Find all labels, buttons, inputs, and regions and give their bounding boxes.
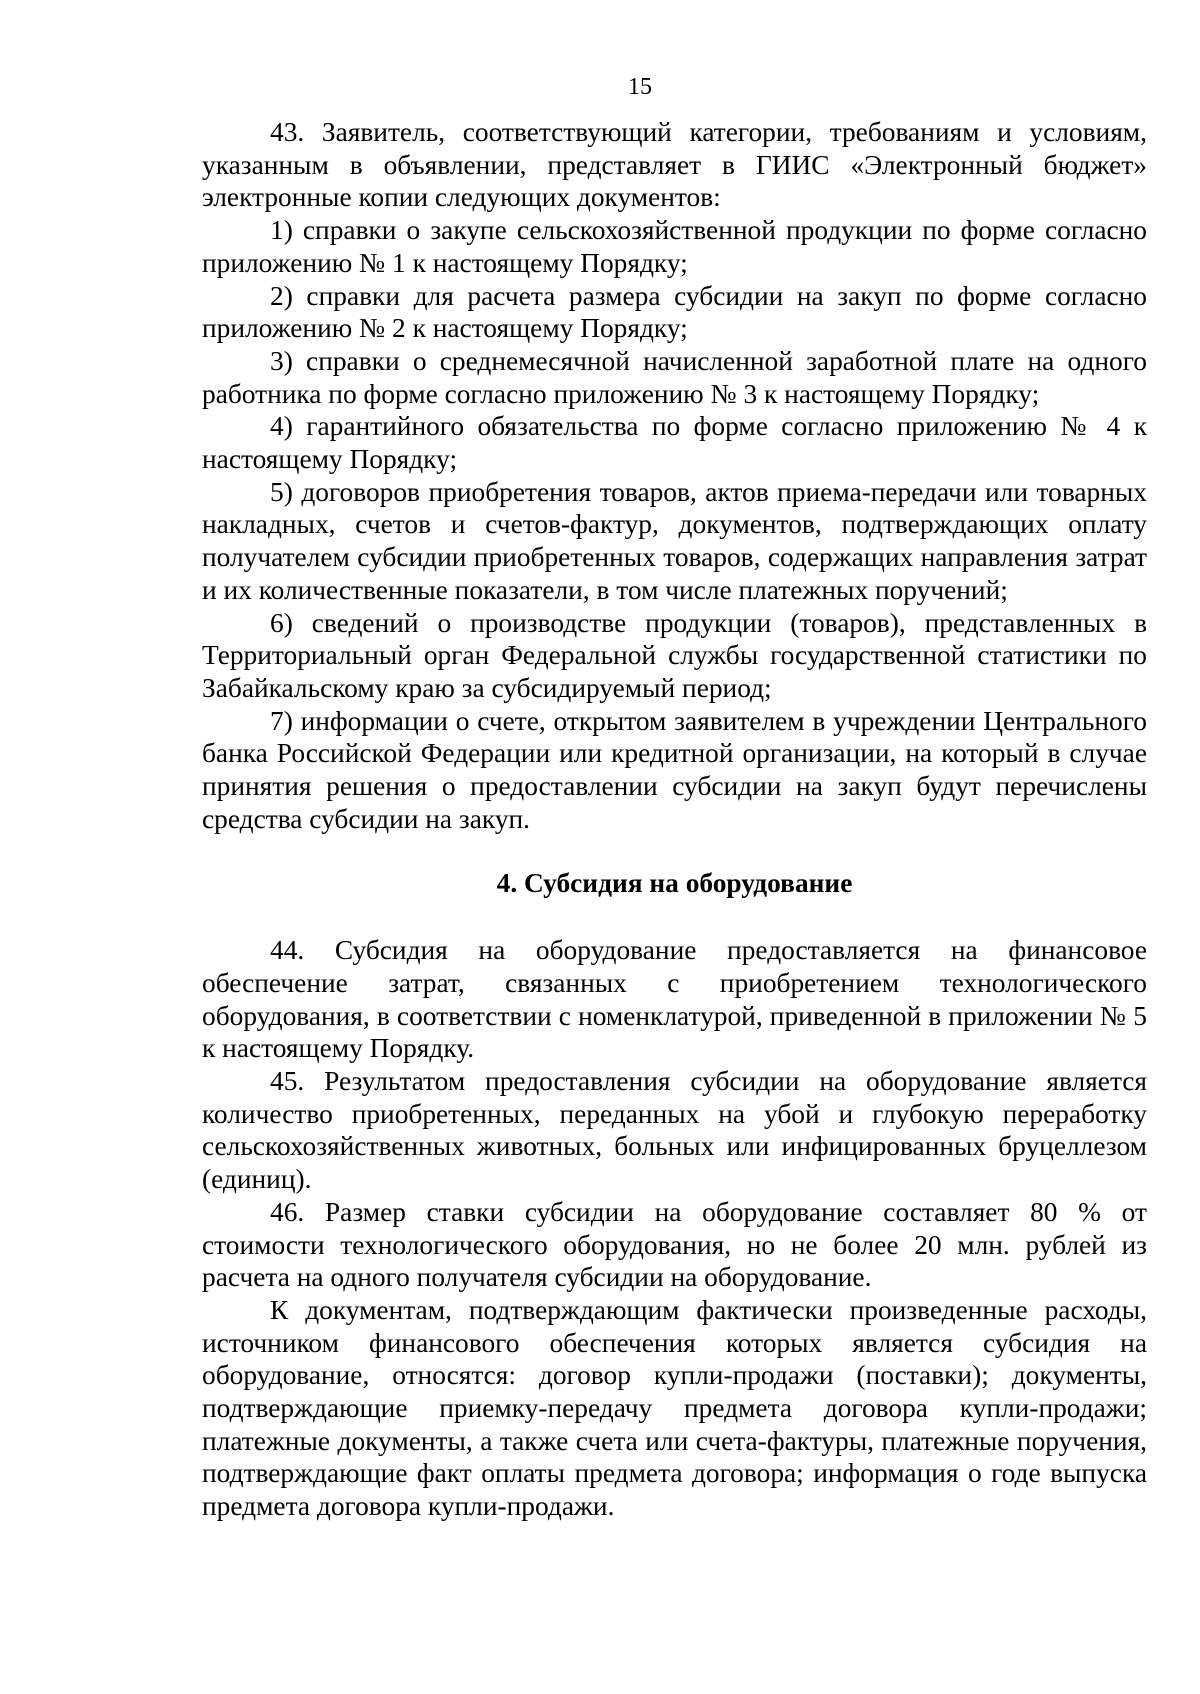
paragraph-46: 46. Размер ставки субсидии на оборудование составляет 80 % от стоимости технологического оборудования, но не более 20 млн. рублей из расчета на одного получателя субсидии на оборудование.	[202, 1196, 1147, 1293]
list-item-3: 3) справки о среднемесячной начисленной заработной плате на одного работника по форме согласно приложению № 3 к настоящему Порядку;	[202, 345, 1147, 409]
paragraph-documents: К документам, подтверждающим фактически произведенные расходы, источником финансового обеспечения которых является субсидия на оборудование, относятся: договор купли-продажи (поставки); документы, подтверждающие приемку-передачу предмета договора купли-продажи; платежные документы, а также счета или счета-фактуры, платежные поручения, подтверждающие факт оплаты предмета договора; информация о годе выпуска предмета договора купли-продажи.	[202, 1294, 1147, 1522]
list-item-4: 4) гарантийного обязательства по форме согласно приложению № 4 к настоящему Порядку;	[202, 411, 1147, 475]
list-item-1: 1) справки о закупе сельскохозяйственной продукции по форме согласно приложению № 1 к настоящему Порядку;	[202, 215, 1147, 278]
page-number: 15	[628, 74, 652, 100]
list-item-2: 2) справки для расчета размера субсидии на закуп по форме согласно приложению № 2 к настоящему Порядку;	[202, 280, 1147, 344]
list-item-6: 6) сведений о производстве продукции (товаров), представленных в Территориальный орган Федеральной службы государственной статистики по Забайкальскому краю за субсидируемый период;	[202, 607, 1147, 703]
paragraph-45: 45. Результатом предоставления субсидии на оборудование является количество приобретенных, переданных на убой и глубокую переработку сельскохозяйственных животных, больных или инфицированных бруцеллезом (единиц).	[202, 1065, 1147, 1195]
list-item-7: 7) информации о счете, открытом заявителем в учреждении Центрального банка Российской Федерации или кредитной организации, на который в случае принятия решения о предоставлении субсидии на закуп будут перечислены средства субсидии на закуп.	[202, 705, 1147, 834]
paragraph-44: 44. Субсидия на оборудование предоставляется на финансовое обеспечение затрат, связанных с приобретением технологического оборудования, в соответствии с номенклатурой, приведенной в приложении № 5 к настоящему Порядку.	[202, 935, 1147, 1064]
document-body	[202, 116, 1147, 1523]
section-heading: 4. Субсидия на оборудование	[496, 868, 853, 899]
list-item-5: 5) договоров приобретения товаров, актов приема-передачи или товарных накладных, счетов и счетов-фактур, документов, подтверждающих оплату получателем субсидии приобретенных товаров, содержащих направления затрат и их количественные показатели, в том числе платежных поручений;	[202, 476, 1147, 605]
paragraph-43: 43. Заявитель, соответствующий категории, требованиям и условиям, указанным в объявлении, представляет в ГИИС «Электронный бюджет» электронные копии следующих документов:	[202, 117, 1147, 213]
